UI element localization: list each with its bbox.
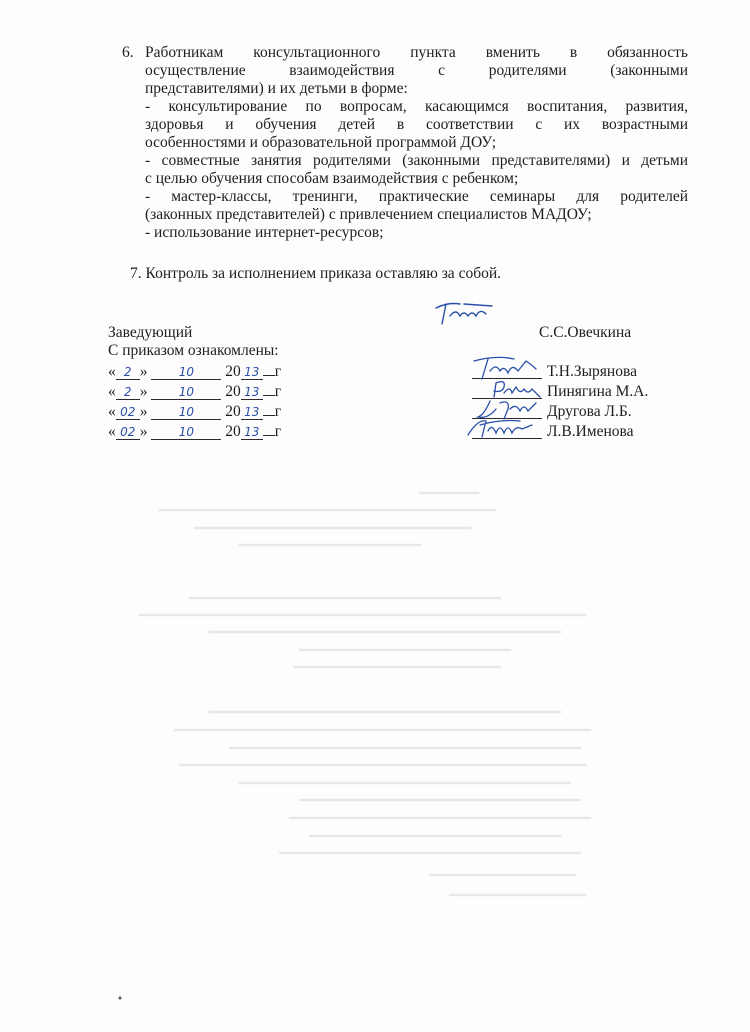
head-signature-icon xyxy=(430,298,502,328)
item6-line: особенностями и образовательной программой ДОУ; xyxy=(145,134,496,151)
ack-name: Другова Л.Б. xyxy=(547,403,632,420)
acknowledged-label: С приказом ознакомлены: xyxy=(108,342,279,359)
item6-line: - консультирование по вопросам, касающимся воспитания, развития, xyxy=(145,98,688,115)
ack-year: 13 xyxy=(241,425,263,440)
item6-line: Работникам консультационного пункта вменить в обязанность xyxy=(145,44,688,61)
item6-line: здоровья и обучения детей в соответствии с их возрастными xyxy=(145,116,688,133)
item6-line: - использование интернет-ресурсов; xyxy=(145,224,384,241)
ack-day: 2 xyxy=(116,385,140,400)
ack-day: 02 xyxy=(116,425,140,440)
item6-line: - мастер-классы, тренинги, практические семинары для родителей xyxy=(145,188,688,205)
order-item-6 xyxy=(122,44,688,242)
ack-month: 10 xyxy=(151,365,221,380)
ack-day: 02 xyxy=(116,405,140,420)
signature-icon xyxy=(460,415,540,443)
item6-line: осуществление взаимодействия с родителями (законными xyxy=(145,62,688,79)
item7-text: Контроль за исполнением приказа оставляю за собой. xyxy=(145,265,502,282)
item6-line: представителями) и их детьми в форме: xyxy=(145,80,408,97)
ack-month: 10 xyxy=(151,385,221,400)
ack-name: Л.В.Именова xyxy=(547,423,634,440)
ack-year: 13 xyxy=(241,405,263,420)
ack-day: 2 xyxy=(116,365,140,380)
ack-date-row: « 2 » 10 20 13 г xyxy=(108,363,282,380)
ack-date-row: « 02 » 10 20 13 г xyxy=(108,403,282,420)
ack-year: 13 xyxy=(241,385,263,400)
ack-year: 13 xyxy=(241,365,263,380)
item-number: 7. xyxy=(130,265,142,282)
ack-month: 10 xyxy=(151,425,221,440)
ack-month: 10 xyxy=(151,405,221,420)
item-number: 6. xyxy=(122,44,134,61)
ack-name: Т.Н.Зырянова xyxy=(547,363,637,380)
item6-line: - совместные занятия родителями (законными представителями) и детьми xyxy=(145,152,688,169)
ack-date-row: « 02 » 10 20 13 г xyxy=(108,423,282,440)
ack-date-row: « 2 » 10 20 13 г xyxy=(108,383,282,400)
order-item-7 xyxy=(130,265,501,283)
item6-line: (законных представителей) с привлечением специалистов МАДОУ; xyxy=(145,206,592,223)
head-name: С.С.Овечкина xyxy=(539,324,632,341)
head-title: Заведующий xyxy=(108,324,193,341)
ack-name: Пинягина М.А. xyxy=(547,383,649,400)
item6-line: с целью обучения способам взаимодействия с ребенком; xyxy=(145,170,519,187)
